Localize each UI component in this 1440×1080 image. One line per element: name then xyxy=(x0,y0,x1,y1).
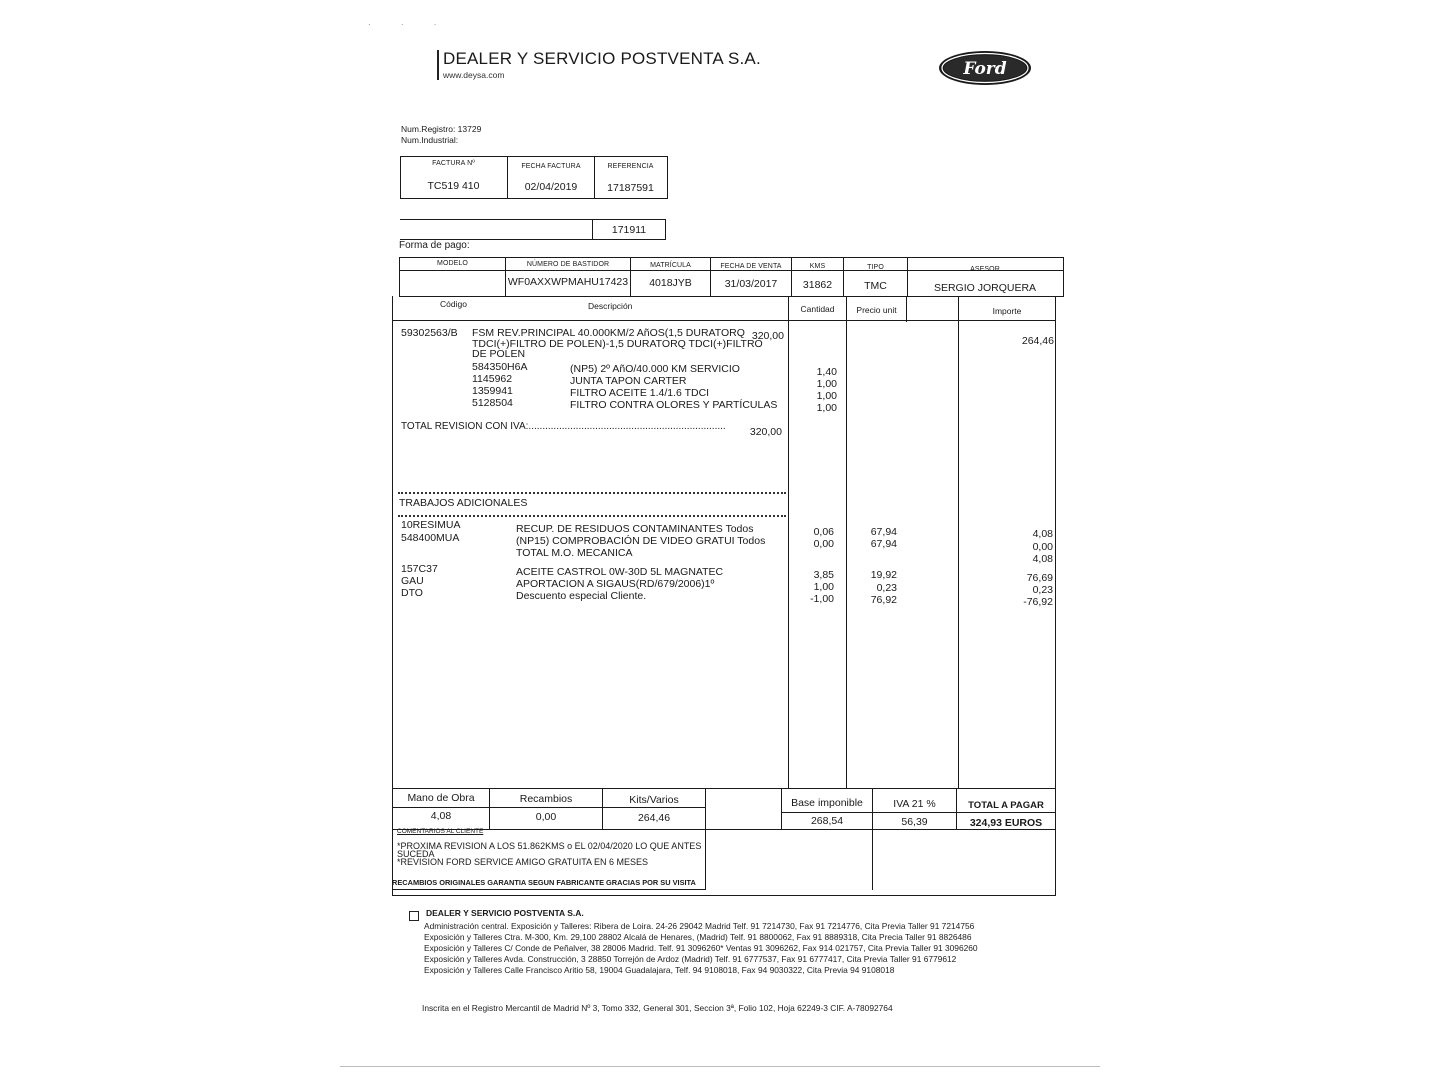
extra-qty: 0,06 xyxy=(813,526,834,538)
extra-code: DTO xyxy=(401,587,423,599)
comments-title: COMENTARIOS AL CLIENTE xyxy=(397,828,484,835)
extra-amount: 0,23 xyxy=(1032,584,1053,596)
footer-address: Administración central. Exposición y Talleres: Ribera de Loira. 24-26 29042 Madrid Telf. 91 7214730, Fax 91 7214776, Cita Previa Taller 91 7214756 xyxy=(424,921,975,931)
sub-qty: 1,00 xyxy=(816,402,837,414)
modelo-label: MODELO xyxy=(437,260,468,267)
extra-amount: 4,08 xyxy=(1032,528,1053,540)
mano-obra-value: 4,08 xyxy=(430,810,452,822)
svg-text:Ford: Ford xyxy=(963,59,1007,79)
sub-code: 5128504 xyxy=(472,397,513,409)
extra-desc: (NP15) COMPROBACIÓN DE VIDEO GRATUI Todos xyxy=(516,535,766,547)
extra-code: 157C37 xyxy=(401,563,438,575)
fecha-factura: 02/04/2019 xyxy=(524,181,578,193)
recambios-label: Recambios xyxy=(519,793,573,805)
col-descripcion: Descripción xyxy=(588,301,633,311)
extra-qty: -1,00 xyxy=(810,593,834,605)
client-code: 171911 xyxy=(611,224,647,236)
ford-logo xyxy=(938,50,1032,86)
extra-qty: 3,85 xyxy=(813,569,834,581)
iva-value: 56,39 xyxy=(901,816,928,828)
main-desc-1: FSM REV.PRINCIPAL 40.000KM/2 AñOS(1,5 DURATORQ xyxy=(472,327,745,339)
tipo-value: TMC xyxy=(864,280,887,292)
kits-value: 264,46 xyxy=(637,812,671,824)
extra-qty: 1,00 xyxy=(813,581,834,593)
factura-number: TC519 410 xyxy=(427,180,480,192)
extra-desc: ACEITE CASTROL 0W-30D 5L MAGNATEC xyxy=(516,566,724,578)
recambios-value: 0,00 xyxy=(535,811,557,823)
total-pagar-value: 324,93 EUROS xyxy=(969,817,1043,829)
extra-amount: 4,08 xyxy=(1032,553,1053,565)
factura-label: FACTURA Nº xyxy=(432,160,475,167)
scan-specks: · · · xyxy=(368,20,451,29)
guarantee-note: RECAMBIOS ORIGINALES GARANTIA SEGUN FABRICANTE GRACIAS POR SU VISITA xyxy=(392,878,696,887)
sub-desc: JUNTA TAPON CARTER xyxy=(570,375,687,387)
footer-address: Exposición y Talleres Avda. Construcción, 3 28850 Torrejón de Ardoz (Madrid) Telf. 91 6777537, Fax 91 6777417, Cita Previa Taller 91 6779612 xyxy=(424,954,957,964)
mano-obra-label: Mano de Obra xyxy=(407,792,475,804)
col-cantidad: Cantidad xyxy=(800,304,835,314)
sub-code: 1359941 xyxy=(472,385,513,397)
page-bottom-edge xyxy=(340,1066,1100,1067)
col-precio: Precio unit xyxy=(856,305,897,315)
extra-price: 67,94 xyxy=(870,538,897,550)
main-desc-3: DE POLEN xyxy=(472,348,526,360)
extra-amount: -76,92 xyxy=(1023,596,1053,608)
fecha-venta-value: 31/03/2017 xyxy=(724,278,778,290)
tipo-label: TIPO xyxy=(867,264,884,271)
main-inline-price: 320,00 xyxy=(751,330,784,342)
total-revision-label: TOTAL REVISION CON IVA:....................................................................... xyxy=(401,421,726,432)
company-website: www.deysa.com xyxy=(443,70,505,80)
matricula-value: 4018JYB xyxy=(649,277,692,289)
num-registro: Num.Registro: 13729 xyxy=(401,124,482,134)
forma-pago: Forma de pago: xyxy=(399,240,470,251)
comment-line-2: SUCEDA xyxy=(397,849,435,859)
sub-qty: 1,40 xyxy=(816,366,837,378)
extra-desc: Descuento especial Cliente. xyxy=(516,590,647,602)
table-left-border xyxy=(392,296,393,896)
company-divider xyxy=(437,50,439,80)
extra-desc: TOTAL M.O. MECANICA xyxy=(516,547,633,559)
sub-qty: 1,00 xyxy=(816,378,837,390)
extra-price: 0,23 xyxy=(876,582,897,594)
iva-label: IVA 21 % xyxy=(893,798,936,810)
footer-address: Exposición y Talleres Ctra. M-300, Km. 29,100 28802 Alcalá de Henares, (Madrid) Telf. 91 8800062, Fax 91 8889318, Cita Precia Taller 91 8826486 xyxy=(424,932,972,942)
company-name: DEALER Y SERVICIO POSTVENTA S.A. xyxy=(443,49,761,68)
asesor-value: SERGIO JORQUERA xyxy=(933,282,1037,294)
kms-value: 31862 xyxy=(802,279,833,291)
kms-label: KMS xyxy=(809,263,826,270)
footer-company: DEALER Y SERVICIO POSTVENTA S.A. xyxy=(426,908,584,918)
matricula-label: MATRÍCULA xyxy=(650,262,691,269)
fecha-factura-label: FECHA FACTURA xyxy=(521,163,581,170)
sub-desc: (NP5) 2º AñO/40.000 KM SERVICIO xyxy=(570,363,740,375)
base-imponible-value: 268,54 xyxy=(810,815,844,827)
extra-code: GAU xyxy=(401,575,424,587)
bastidor-label: NÚMERO DE BASTIDOR xyxy=(526,261,610,268)
main-importe: 264,46 xyxy=(1021,335,1054,347)
base-imponible-label: Base imponible xyxy=(791,797,863,809)
extra-price: 19,92 xyxy=(870,569,897,581)
sub-desc: FILTRO CONTRA OLORES Y PARTÍCULAS xyxy=(570,399,778,411)
footer-checkbox xyxy=(409,911,419,921)
extra-qty: 0,00 xyxy=(813,538,834,550)
extra-code: 548400MUA xyxy=(401,532,460,544)
extra-desc: APORTACION A SIGAUS(RD/679/2006)1º xyxy=(516,578,715,590)
footer-address: Exposición y Talleres C/ Conde de Peñalver, 38 28006 Madrid. Telf. 91 3096260* Ventas 91 3096262, Fax 914 021757, Cita Previa Taller 91 3096260 xyxy=(424,943,978,953)
referencia-label: REFERENCIA xyxy=(607,163,654,170)
footer-address: Exposición y Talleres Calle Francisco Aritio 58, 19004 Guadalajara, Telf. 94 9108018, Fax 94 9030322, Cita Previa 94 9108018 xyxy=(424,965,895,975)
extra-price: 76,92 xyxy=(870,594,897,606)
sub-qty: 1,00 xyxy=(816,390,837,402)
num-industrial: Num.Industrial: xyxy=(401,135,459,145)
sub-code: 584350H6A xyxy=(472,361,528,373)
main-desc-2: TDCI(+)FILTRO DE POLEN)-1,5 DURATORQ TDCI(+)FILTRO xyxy=(472,338,763,350)
table-right-border xyxy=(1055,296,1056,896)
main-code: 59302563/B xyxy=(401,327,458,339)
sub-desc: FILTRO ACEITE 1.4/1.6 TDCI xyxy=(570,387,710,399)
total-pagar-label: TOTAL A PAGAR xyxy=(968,800,1044,811)
asesor-label: ASESOR xyxy=(970,266,1000,273)
referencia: 17187591 xyxy=(607,182,654,194)
extra-price: 67,94 xyxy=(870,526,897,538)
extra-desc: RECUP. DE RESIDUOS CONTAMINANTES Todos xyxy=(516,523,754,535)
extra-code: 10RESIMUA xyxy=(401,519,461,531)
bastidor-value: WF0AXXWPMAHU17423 xyxy=(507,276,629,288)
kits-label: Kits/Varios xyxy=(629,794,679,806)
fecha-venta-label: FECHA DE VENTA xyxy=(720,263,782,270)
comment-line-3: *REVISION FORD SERVICE AMIGO GRATUITA EN 6 MESES xyxy=(397,857,649,867)
col-codigo: Código xyxy=(440,299,467,309)
total-revision-value: 320,00 xyxy=(749,426,782,438)
sub-code: 1145962 xyxy=(472,373,513,385)
trabajos-adicionales-heading: TRABAJOS ADICIONALES xyxy=(399,497,528,509)
col-importe: Importe xyxy=(992,306,1022,316)
extra-amount: 0,00 xyxy=(1032,541,1053,553)
comment-line-1: *PROXIMA REVISION A LOS 51.862KMS o EL 02/04/2020 LO QUE ANTES xyxy=(397,841,702,851)
registry-note: Inscrita en el Registro Mercantil de Madrid Nº 3, Tomo 332, General 301, Seccion 3ª, Folio 102, Hoja 62249-3 CIF. A-78092764 xyxy=(422,1003,893,1013)
extra-amount: 76,69 xyxy=(1026,572,1053,584)
